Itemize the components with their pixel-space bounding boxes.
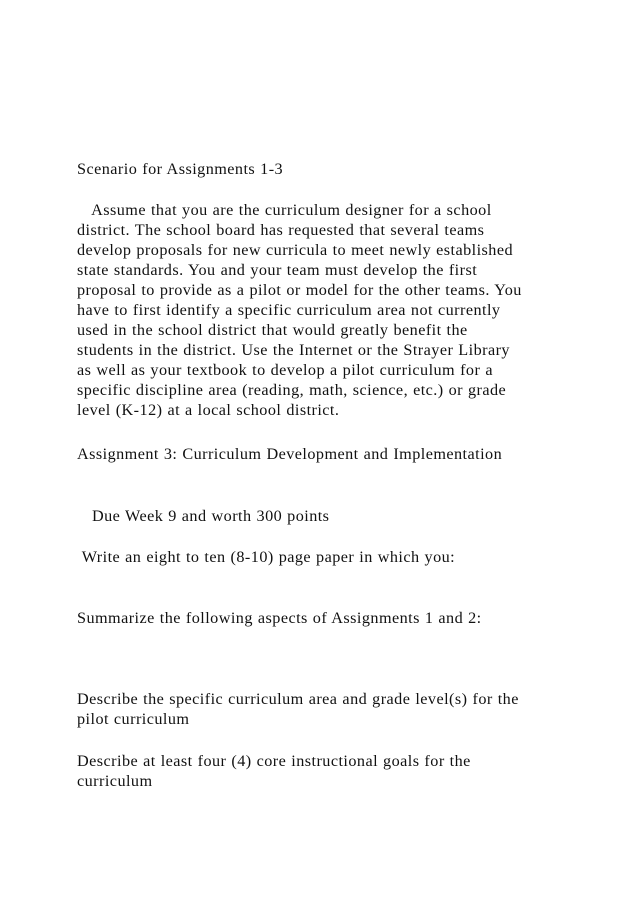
due-line: Due Week 9 and worth 300 points bbox=[77, 507, 330, 525]
scenario-line: used in the school district that would greatly benefit the bbox=[77, 321, 468, 339]
scenario-line: proposal to provide as a pilot or model for the other teams. You bbox=[77, 281, 522, 299]
scenario-line: specific discipline area (reading, math, science, etc.) or grade bbox=[77, 381, 507, 399]
scenario-line: district. The school board has requested that several teams bbox=[77, 221, 485, 239]
describe-area-line: Describe the specific curriculum area and grade level(s) for the bbox=[77, 690, 519, 708]
scenario-line: students in the district. Use the Internet or the Strayer Library bbox=[77, 341, 510, 359]
scenario-title: Scenario for Assignments 1-3 bbox=[77, 160, 284, 178]
scenario-line: develop proposals for new curricula to meet newly established bbox=[77, 241, 514, 259]
scenario-line: state standards. You and your team must develop the first bbox=[77, 261, 478, 279]
describe-area-line: pilot curriculum bbox=[77, 710, 190, 728]
write-instruction: Write an eight to ten (8-10) page paper in which you: bbox=[77, 548, 456, 566]
describe-goals-line: Describe at least four (4) core instructional goals for the bbox=[77, 752, 471, 770]
scenario-line: have to first identify a specific curriculum area not currently bbox=[77, 301, 501, 319]
scenario-line: level (K-12) at a local school district. bbox=[77, 401, 340, 419]
describe-goals-line: curriculum bbox=[77, 772, 153, 790]
scenario-line: as well as your textbook to develop a pilot curriculum for a bbox=[77, 361, 493, 379]
assignment-title: Assignment 3: Curriculum Development and Implementation bbox=[77, 445, 503, 463]
scenario-line: Assume that you are the curriculum designer for a school bbox=[77, 201, 492, 219]
summarize-instruction: Summarize the following aspects of Assignments 1 and 2: bbox=[77, 609, 482, 627]
